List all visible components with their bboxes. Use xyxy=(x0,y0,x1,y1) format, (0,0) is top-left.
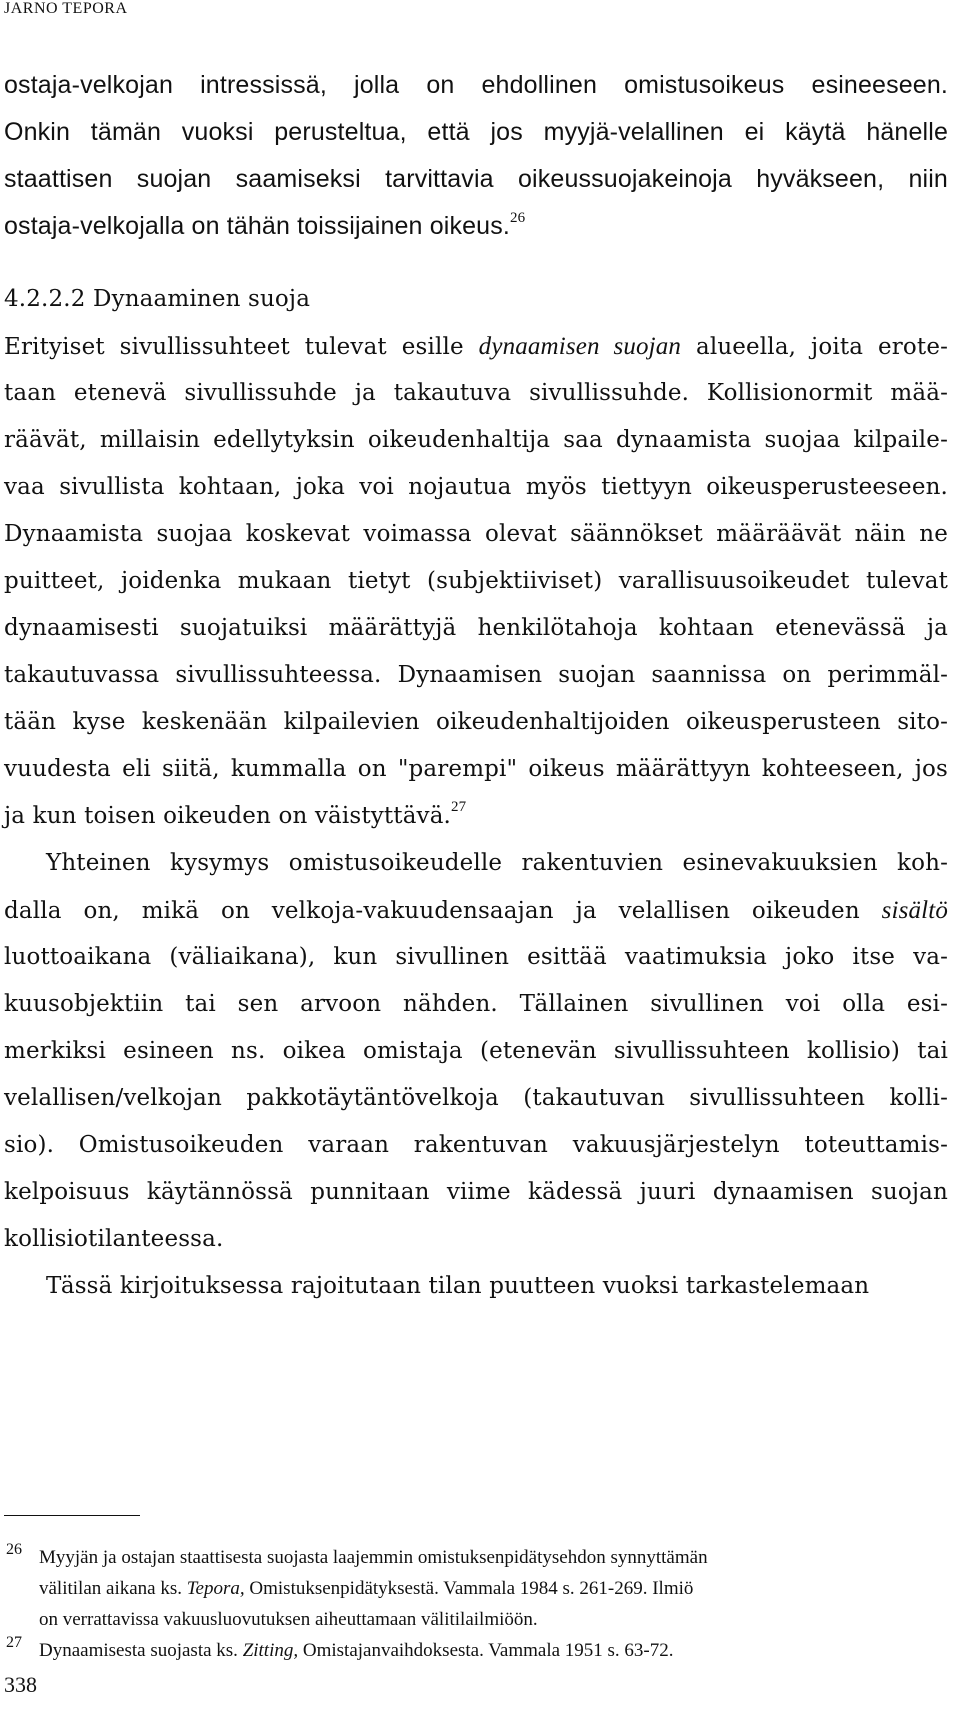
footnote-text: Omistajanvaihdoksesta. Vammala 1951 s. 63-72. xyxy=(298,1640,674,1661)
paragraph-line: luottoaikana (väliaikana), kun sivullinen esittää vaatimuksia joko itse va- xyxy=(4,944,948,970)
paragraph-line: puitteet, joidenka mukaan tietyt (subjektiiviset) varallisuusoikeudet tulevat xyxy=(4,568,948,594)
footnote-ref-26: 26 xyxy=(509,210,526,226)
footnote-number: 27 xyxy=(6,1634,22,1651)
footnotes xyxy=(4,1542,884,1666)
footnote-27 xyxy=(4,1635,884,1666)
paragraph-line: vuudesta eli siitä, kummalla on "parempi" oikeus määrättyyn kohteeseen, jos xyxy=(4,756,948,782)
paragraph-line: kollisiotilanteessa. xyxy=(4,1226,224,1252)
footnote-line xyxy=(39,1573,884,1604)
emphasis-text: dynaamisen suojan xyxy=(478,333,682,360)
paragraph-line: Dynaamista suojaa koskevat voimassa olevat säännökset määräävät näin ne xyxy=(4,521,948,547)
paragraph-line: staattisen suojan saamiseksi tarvittavia oikeussuojakeinoja hyväkseen, niin xyxy=(4,165,948,193)
page-number: 338 xyxy=(4,1672,37,1697)
paragraph-line: taan etenevä sivullissuhde ja takautuva sivullissuhde. Kollisionormit mää- xyxy=(4,380,948,406)
footnote-line: Myyjän ja ostajan staattisesta suojasta laajemmin omistuksenpidätysehdon synnyttämän xyxy=(39,1547,708,1568)
footnote-text: välitilan aikana ks. xyxy=(39,1578,187,1599)
paragraph-line xyxy=(4,323,948,370)
footnote-line xyxy=(39,1635,884,1666)
paragraph-line: velallisen/velkojan pakkotäytäntövelkoja (takautuvan sivullissuhteen kolli- xyxy=(4,1085,948,1111)
footnote-26 xyxy=(4,1542,884,1635)
paragraph-text: Erityiset sivullissuhteet tulevat esille xyxy=(4,334,479,360)
paragraph-line: vaa sivullista kohtaan, joka voi nojautua myös tiettyyn oikeusperusteeseen. xyxy=(4,474,948,500)
footnote-divider xyxy=(4,1515,140,1516)
footnote-ref-27: 27 xyxy=(451,799,467,815)
footnote-author: Zitting, xyxy=(242,1640,299,1661)
paragraph-line: Yhteinen kysymys omistusoikeudelle rakentuvien esinevakuuksien koh- xyxy=(46,850,948,876)
paragraph-line xyxy=(4,793,948,840)
paragraph-line: sio). Omistusoikeuden varaan rakentuvan vakuusjärjestelyn toteuttamis- xyxy=(4,1132,948,1158)
footnote-number: 26 xyxy=(6,1541,22,1558)
paragraph-text: dalla on, mikä on velkoja-vakuudensaajan ja velallisen oikeuden xyxy=(4,898,882,924)
paragraph-line xyxy=(4,887,948,934)
paragraph-text: ja kun toisen oikeuden on väistyttävä. xyxy=(4,803,452,829)
footnote-text: Dynaamisesta suojasta ks. xyxy=(39,1640,243,1661)
footnote-author: Tepora, xyxy=(186,1578,245,1599)
paragraph-line: dynaamisesti suojatuiksi määrättyjä henkilötahoja kohtaan etenevässä ja xyxy=(4,615,948,641)
paragraph-line: kuusobjektiin tai sen arvoon nähden. Tällainen sivullinen voi olla esi- xyxy=(4,991,948,1017)
paragraph-line: Tässä kirjoituksessa rajoitutaan tilan puutteen vuoksi tarkastelemaan xyxy=(46,1273,870,1299)
paragraph-line: Onkin tämän vuoksi perusteltua, että jos myyjä-velallinen ei käytä hänelle xyxy=(4,118,948,146)
paragraph-line: ostaja-velkojan intressissä, jolla on ehdollinen omistusoikeus esineeseen. xyxy=(4,71,948,99)
paragraph-line: kelpoisuus käytännössä punnitaan viime kädessä juuri dynaamisen suojan xyxy=(4,1179,948,1205)
section-heading: 4.2.2.2 Dynaaminen suoja xyxy=(4,286,311,312)
paragraph-text: alueella, joita erote- xyxy=(681,334,948,360)
paragraph-line: takautuvassa sivullissuhteessa. Dynaamisen suojan saannissa on perimmäl- xyxy=(4,662,948,688)
footnote-line: on verrattavissa vakuusluovutuksen aiheuttamaan välitilailmiöön. xyxy=(39,1609,538,1630)
paragraph-line: tään kyse keskenään kilpailevien oikeudenhaltijoiden oikeusperusteen sito- xyxy=(4,709,948,735)
paragraph-text: ostaja-velkojalla on tähän toissijainen oikeus. xyxy=(4,212,510,240)
paragraph-line: merkiksi esineen ns. oikea omistaja (etenevän sivullissuhteen kollisio) tai xyxy=(4,1038,948,1064)
paragraph-line xyxy=(4,203,948,250)
running-head: JARNO TEPORA xyxy=(4,0,128,17)
body-text xyxy=(4,62,948,1310)
paragraph-line: räävät, millaisin edellytyksin oikeudenhaltija saa dynaamista suojaa kilpaile- xyxy=(4,427,948,453)
footnote-text: Omistuksenpidätyksestä. Vammala 1984 s. 261-269. Ilmiö xyxy=(244,1578,694,1599)
emphasis-text: sisältö xyxy=(881,897,948,924)
